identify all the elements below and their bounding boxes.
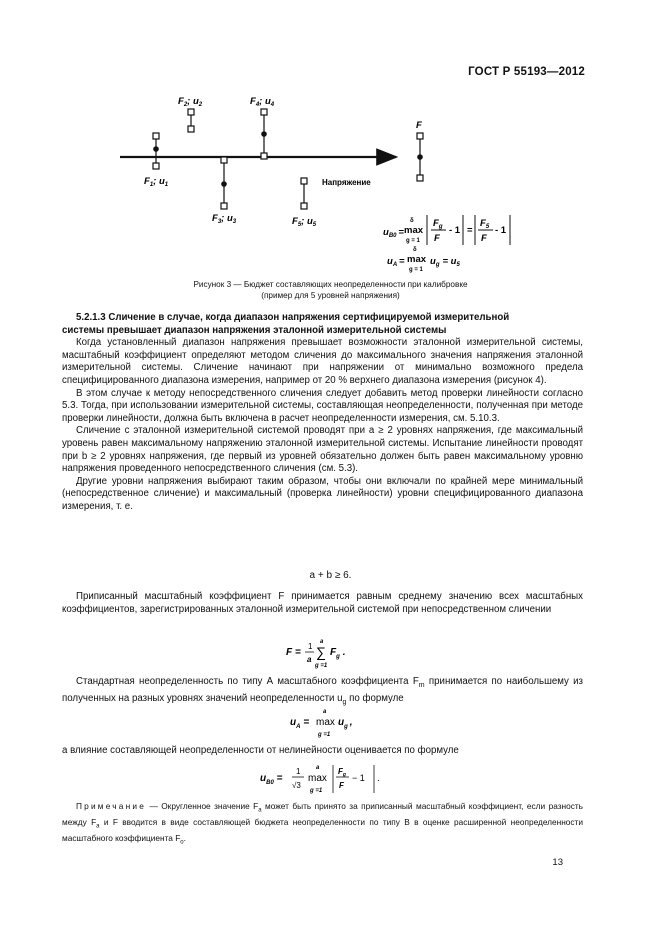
- paragraph-6-block: [62, 676, 583, 709]
- svg-text:.: .: [377, 773, 380, 784]
- svg-text:F=: F =: [286, 647, 301, 658]
- caption-line-2: (пример для 5 уровней напряжения): [261, 291, 400, 300]
- svg-text:F5: $F_5$: [480, 218, 490, 230]
- svg-text:Fg.: $F_g$ .: [330, 647, 346, 660]
- equation-uA: [290, 706, 390, 742]
- section-heading: 5.2.1.3 Сличение в случае, когда диапазон напряжения сертифицируемой измерительной: [76, 312, 510, 323]
- svg-text:g = 1: g = 1: [409, 267, 423, 273]
- svg-text:F1; u1: $F_1$; $u_1$: [144, 176, 169, 188]
- svg-text:δ: δ: [410, 218, 414, 224]
- svg-text:1: 1: [296, 767, 301, 776]
- paragraph-4: Другие уровни напряжения выбирают таким образом, чтобы они включали по крайней мере минимальный (непосредственное сличение) и максимальный (проверка линейности) уровни специфицированного диапазона измерения, т. е.: [62, 475, 583, 512]
- svg-text:uA=: $u_A$ =: [387, 256, 405, 268]
- svg-text:F: F: [481, 233, 487, 244]
- paragraph-7-block: [62, 745, 583, 758]
- svg-text:ug,: $u_g$ ,: [338, 717, 353, 730]
- calibration-point-5: [292, 178, 317, 228]
- svg-text:uA=: $u_A$ =: [290, 717, 310, 730]
- svg-text:a: a: [320, 639, 324, 645]
- paragraph-2: В этом случае к методу непосредственного сличения следует добавить метод проверки линейности согласно 5.3. Тогда, при использовании измерительной системы, составляющая неопределенности, полученная при методе проверки линейности, должна быть включена в расчет неопределенности измерения, см. 5.10.3.: [62, 387, 583, 424]
- note-label: Примечание: [76, 801, 147, 811]
- svg-text:F2; u2: $F_2$; $u_2$: [178, 96, 203, 108]
- calibration-point-2: [178, 96, 203, 132]
- svg-text:max: max: [407, 254, 427, 265]
- svg-text:F5; u5: $F_5$; $u_5$: [292, 216, 317, 228]
- svg-text:δ: δ: [413, 247, 417, 253]
- uncertainty-budget-figure: [0, 0, 661, 300]
- page-number: 13: [552, 857, 563, 868]
- svg-text:Fg: $F_g$: [338, 767, 346, 778]
- svg-text:- 1: - 1: [495, 225, 507, 236]
- svg-text:− 1: − 1: [352, 773, 365, 783]
- svg-text:F: F: [416, 120, 422, 131]
- equation-F: [260, 636, 400, 672]
- svg-text:Fg: $F_g$: [433, 218, 443, 230]
- svg-text:g =1: g =1: [310, 788, 323, 794]
- paragraph-3: Сличение с эталонной измерительной системой проводят при a ≥ 2 уровнях напряжения, где максимальный уровень равен максимальному напряжению эталонной измерительной системы. Испытание линейности проводят при b ≥ 2 уровнях напряжения, где первый из уровней обязательно должен быть равен максимальному уровню напряжения проведенного непосредственного сличения (см. 5.3).: [62, 425, 583, 475]
- svg-text:max: max: [308, 773, 327, 784]
- svg-text:F4; u4: $F_4$; $u_4$: [250, 96, 275, 108]
- svg-text:=: =: [467, 225, 473, 236]
- paragraph-5: Приписанный масштабный коэффициент F принимается равным среднему значению всех масштабных коэффициентов, зарегистрированных эталонной измерительной системой при непосредственном сличении: [62, 591, 583, 615]
- svg-text:√3: √3: [292, 781, 301, 790]
- section-heading-cont: системы превышает диапазон напряжения эталонной измерительной системы: [62, 324, 447, 336]
- equation-a-plus-b: a + b ≥ 6.: [309, 570, 352, 581]
- axis-label: Напряжение: [322, 178, 371, 187]
- svg-text:F: F: [339, 781, 344, 790]
- svg-text:max: max: [316, 717, 335, 728]
- equation-uB0: [260, 762, 420, 798]
- svg-text:F3; u3: $F_3$; $u_3$: [212, 213, 237, 225]
- svg-text:ug= u5: $u_g = u_5$: [430, 256, 460, 268]
- calibration-point-4: [250, 96, 275, 159]
- svg-text:uB0=: $u_{B0}$ =: [383, 227, 405, 239]
- svg-text:a: a: [323, 709, 327, 715]
- paragraph-6: Стандартная неопределенность по типу А масштабного коэффициента $F_m$ принимается по наибольшему из полученных на разных уровнях значений неопределенности $u_g$ по формуле: [62, 676, 583, 706]
- paragraph-7: а влияние составляющей неопределенности от нелинейности оценивается по формуле: [62, 745, 459, 756]
- svg-text:1: 1: [308, 642, 313, 651]
- svg-text:∑: ∑: [316, 644, 326, 660]
- document-code: ГОСТ Р 55193—2012: [468, 66, 585, 78]
- svg-text:- 1: - 1: [449, 225, 461, 236]
- calibration-point-3: [212, 157, 237, 225]
- assigned-factor-marker: [416, 120, 423, 181]
- svg-text:uB0=: $u_{B0}$ =: [260, 773, 283, 786]
- formula-uA-figure: [387, 247, 460, 273]
- svg-text:g = 1: g = 1: [406, 238, 420, 244]
- caption-line-1: Рисунок 3 — Бюджет составляющих неопределенности при калибровке: [193, 280, 468, 289]
- paragraph-1: Когда установленный диапазон напряжения превышает возможности эталонной измерительной системы, масштабный коэффициент определяют методом сличения до максимального значения напряжения эталонной измерительной системы. Сличение начинают при напряжении от минимально возможного предела специфицированного диапазона измерения, например от 20 % верхнего диапазона измерения (рисунок 4).: [62, 337, 583, 386]
- section-body: [62, 312, 583, 514]
- calibration-point-1: [144, 133, 169, 188]
- paragraph-5-block: [62, 591, 583, 616]
- figure-caption: [0, 279, 661, 301]
- note-block: Примечание — Округленное значение $F_a$ может быть принято за приписанный масштабный коэффициент, если разность между $F_a$ и F вводится в виде составляющей бюджета неопределенности по типу В в оценке расширенной неопределенности масштабного коэффициента $F_o$.: [62, 801, 583, 846]
- formula-uB0-figure: [383, 215, 510, 245]
- svg-text:g =1: g =1: [315, 663, 328, 669]
- svg-text:g =1: g =1: [318, 732, 331, 738]
- svg-text:max: max: [404, 225, 424, 236]
- svg-text:a: a: [316, 765, 320, 771]
- svg-text:F: F: [434, 233, 440, 244]
- svg-text:a: a: [307, 655, 312, 664]
